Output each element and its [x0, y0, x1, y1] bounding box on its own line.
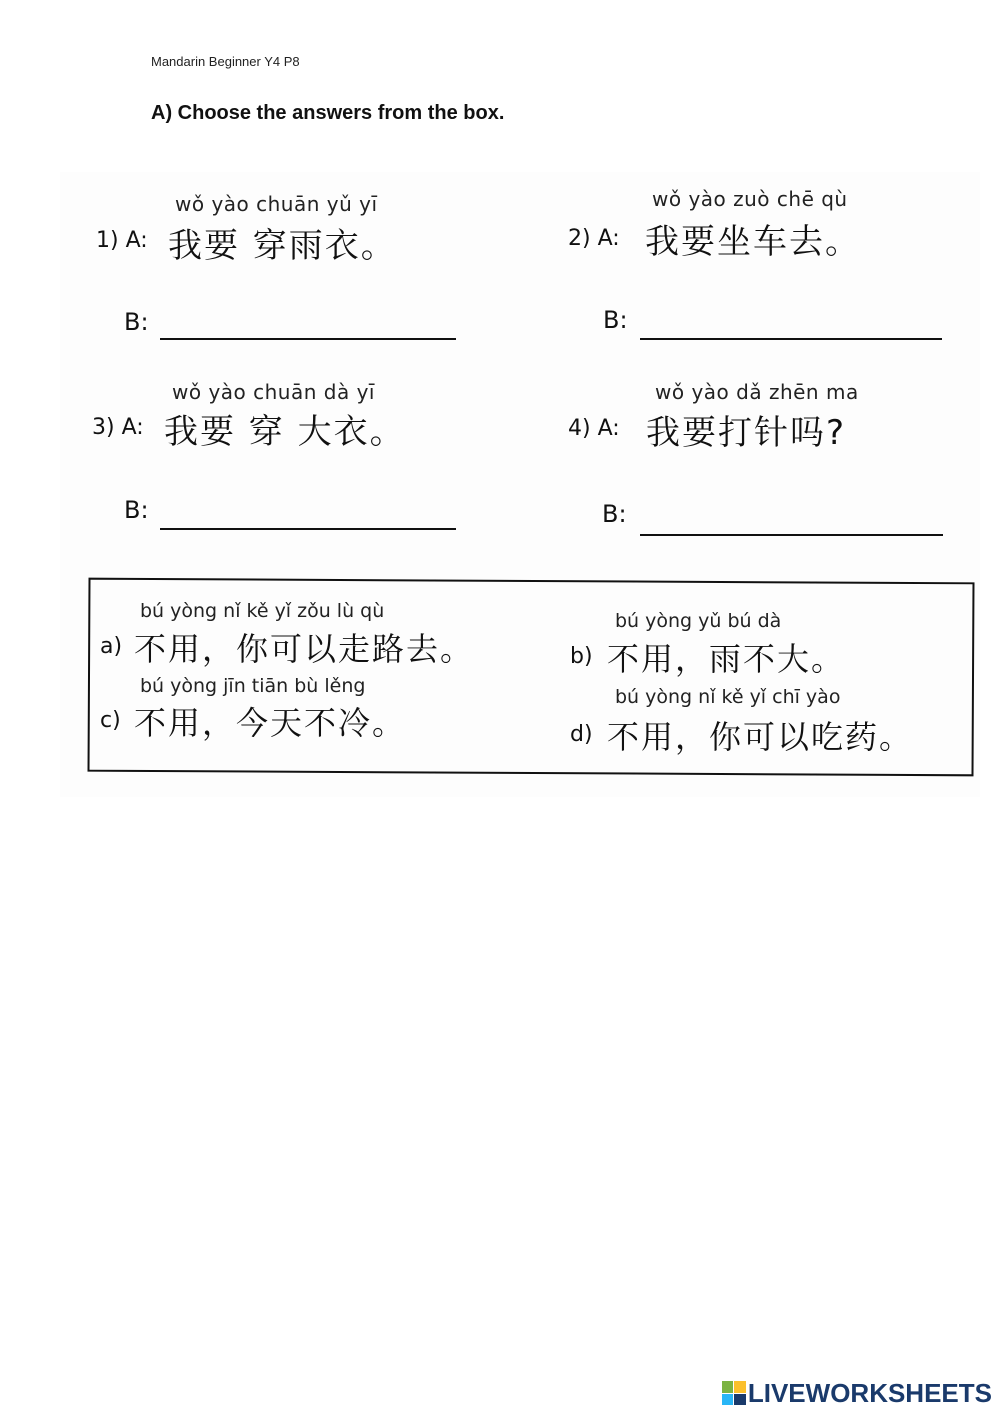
logo-tile — [722, 1394, 734, 1406]
logo-tile — [734, 1394, 746, 1406]
logo-tile — [734, 1381, 746, 1393]
option-hanzi: 不用，今天不冷。 — [134, 704, 407, 742]
question-hanzi: 我要打针吗? — [646, 413, 847, 453]
option-pinyin: bú yòng nǐ kě yǐ chī yào — [615, 686, 841, 708]
option-letter: c) — [100, 708, 121, 733]
logo-tile — [722, 1381, 734, 1393]
liveworksheets-logo — [722, 1379, 992, 1407]
option-letter: a) — [100, 634, 123, 659]
option-pinyin: bú yòng yǔ bú dà — [615, 610, 782, 632]
option-hanzi: 不用，你可以吃药。 — [607, 718, 914, 756]
question-pinyin: wǒ yào chuān dà yī — [172, 380, 375, 404]
logo-text: LIVEWORKSHEETS — [747, 1377, 992, 1408]
question-pinyin: wǒ yào dǎ zhēn ma — [655, 380, 859, 404]
logo-mark-icon — [722, 1381, 746, 1405]
answer-label: B: — [603, 306, 628, 334]
option-pinyin: bú yòng jīn tiān bù lěng — [140, 675, 366, 697]
question-number: 1) A: — [96, 228, 148, 253]
header-note: Mandarin Beginner Y4 P8 — [151, 54, 300, 69]
question-number: 2) A: — [568, 226, 620, 251]
question-hanzi: 我要 穿 大衣。 — [164, 412, 406, 452]
option-pinyin: bú yòng nǐ kě yǐ zǒu lù qù — [140, 600, 385, 622]
answer-line-3[interactable] — [160, 528, 456, 530]
instruction-title: A) Choose the answers from the box. — [151, 102, 505, 124]
answer-label: B: — [124, 308, 149, 336]
option-letter: d) — [570, 722, 593, 747]
answer-label: B: — [124, 496, 149, 524]
option-hanzi: 不用，雨不大。 — [607, 640, 846, 678]
question-number: 4) A: — [568, 416, 620, 441]
question-number: 3) A: — [92, 415, 144, 440]
question-hanzi: 我要坐车去。 — [645, 222, 861, 262]
answer-line-4[interactable] — [640, 534, 943, 536]
answer-label: B: — [602, 500, 627, 528]
option-letter: b) — [570, 644, 593, 669]
answer-line-1[interactable] — [160, 338, 456, 340]
answer-line-2[interactable] — [640, 338, 942, 340]
question-hanzi: 我要 穿雨衣。 — [168, 226, 397, 266]
option-hanzi: 不用，你可以走路去。 — [134, 630, 475, 668]
question-pinyin: wǒ yào chuān yǔ yī — [175, 192, 378, 216]
question-pinyin: wǒ yào zuò chē qù — [652, 187, 848, 211]
